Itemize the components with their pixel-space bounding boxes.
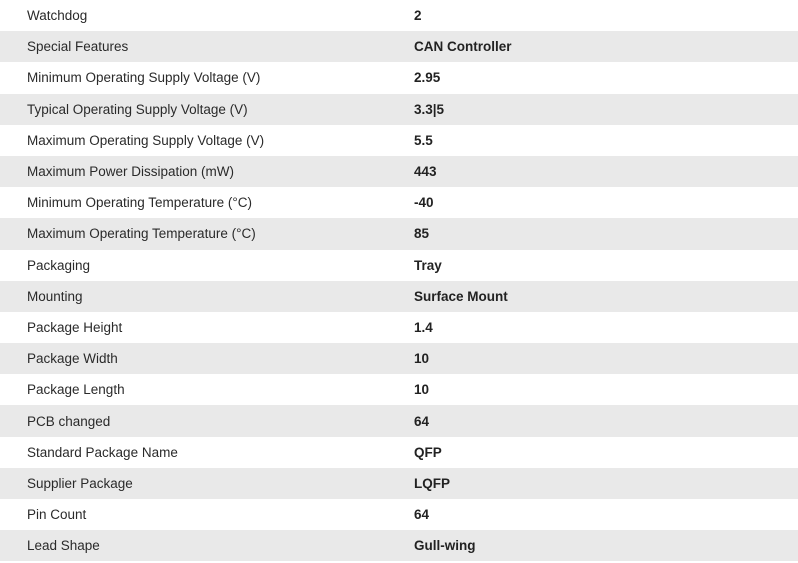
spec-row: [0, 281, 798, 312]
spec-row: [0, 374, 798, 405]
spec-label: Lead Shape: [27, 538, 100, 554]
spec-label: Standard Package Name: [27, 444, 178, 460]
spec-row: [0, 125, 798, 156]
spec-value: 10: [414, 382, 430, 398]
spec-value: 10: [414, 351, 430, 367]
spec-row: [0, 405, 798, 436]
spec-row: [0, 250, 798, 281]
spec-row: [0, 31, 798, 62]
spec-value: 85: [414, 226, 430, 242]
spec-value: 2: [414, 8, 422, 24]
spec-row: [0, 187, 798, 218]
spec-value: -40: [414, 195, 434, 211]
spec-value: 2.95: [414, 70, 441, 86]
spec-row: [0, 156, 798, 187]
spec-value: 5.5: [414, 132, 433, 148]
spec-row: [0, 94, 798, 125]
spec-value: LQFP: [414, 475, 450, 491]
spec-value: 64: [414, 507, 430, 523]
spec-label: Maximum Power Dissipation (mW): [27, 164, 235, 180]
spec-value: 3.3|5: [414, 101, 445, 117]
spec-row: [0, 312, 798, 343]
spec-value: Tray: [414, 257, 442, 273]
spec-row: [0, 530, 798, 561]
spec-label: Special Features: [27, 39, 129, 55]
spec-label: Watchdog: [27, 8, 88, 24]
spec-label: Pin Count: [27, 507, 87, 523]
spec-row: [0, 62, 798, 93]
spec-value: 1.4: [414, 319, 433, 335]
spec-label: Maximum Operating Temperature (°C): [27, 226, 256, 242]
spec-label: Package Length: [27, 382, 125, 398]
spec-label: Minimum Operating Supply Voltage (V): [27, 70, 261, 86]
spec-label: Mounting: [27, 288, 83, 304]
spec-row: [0, 343, 798, 374]
spec-label: Packaging: [27, 257, 91, 273]
spec-label: Typical Operating Supply Voltage (V): [27, 101, 248, 117]
spec-value: Surface Mount: [414, 288, 508, 304]
spec-row: [0, 499, 798, 530]
spec-label: Minimum Operating Temperature (°C): [27, 195, 252, 211]
spec-label: Supplier Package: [27, 475, 133, 491]
spec-value: Gull-wing: [414, 538, 476, 554]
spec-value: QFP: [414, 444, 442, 460]
spec-row: [0, 0, 798, 31]
spec-label: Maximum Operating Supply Voltage (V): [27, 132, 265, 148]
spec-label: PCB changed: [27, 413, 111, 429]
spec-value: 64: [414, 413, 430, 429]
spec-row: [0, 437, 798, 468]
spec-label: Package Height: [27, 319, 123, 335]
spec-row: [0, 218, 798, 249]
spec-label: Package Width: [27, 351, 118, 367]
spec-row: [0, 468, 798, 499]
spec-value: CAN Controller: [414, 39, 512, 55]
spec-value: 443: [414, 164, 437, 180]
